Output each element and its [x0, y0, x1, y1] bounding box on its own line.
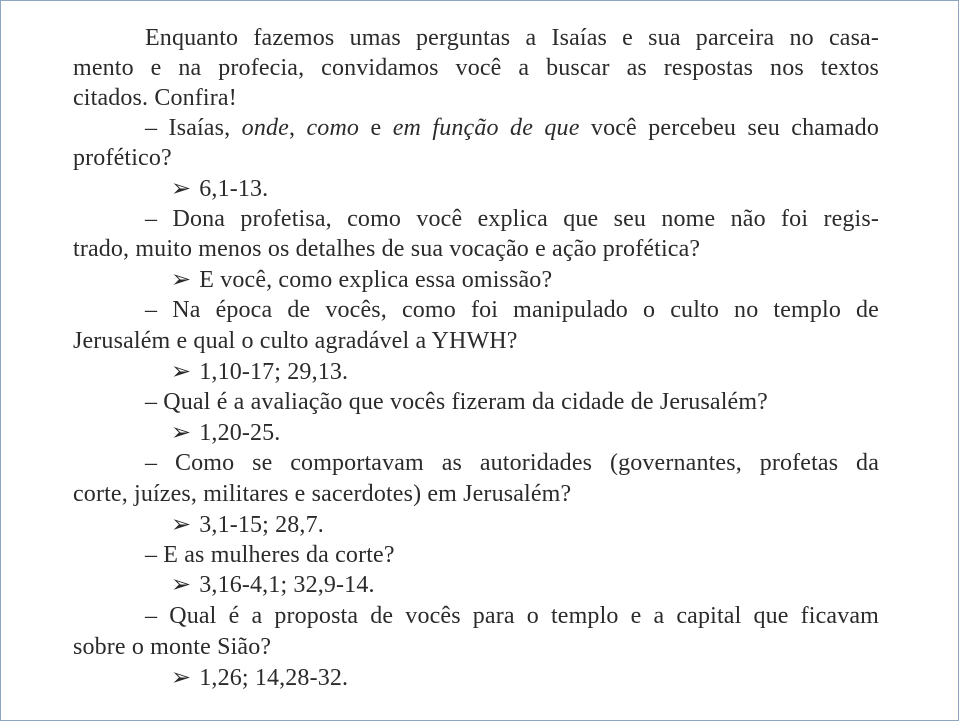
reference-6 [171, 570, 375, 600]
q1-text-mid1: , [288, 115, 307, 141]
reference-6-text: 3,16-4,1; 32,9-14. [199, 572, 375, 598]
arrow-bullet-icon: ➢ [171, 176, 192, 202]
reference-3 [171, 357, 348, 387]
reference-5 [171, 510, 324, 540]
reference-3-text: 1,10-17; 29,13. [199, 359, 349, 385]
reference-5-text: 3,1-15; 28,7. [199, 512, 324, 538]
q1-text-post: você percebeu seu chamado [579, 115, 879, 141]
arrow-bullet-icon: ➢ [171, 665, 192, 691]
reference-4 [171, 418, 280, 448]
reference-7-text: 1,26; 14,28-32. [199, 665, 349, 691]
reference-2 [171, 265, 552, 295]
q1-italic-como: como [306, 115, 360, 141]
question-3-line-1: – Na época de vocês, como foi manipulado o culto no templo de [145, 297, 879, 323]
arrow-bullet-icon: ➢ [171, 512, 192, 538]
question-2-line-1: – Dona profetisa, como você explica que seu nome não foi regis- [145, 206, 879, 232]
reference-2-text: E você, como explica essa omissão? [199, 267, 553, 293]
q1-text-pre: – Isaías, [145, 115, 242, 141]
arrow-bullet-icon: ➢ [171, 572, 192, 598]
q1-text-mid2: e [359, 115, 393, 141]
reference-4-text: 1,20-25. [199, 420, 281, 446]
q1-italic-onde: onde [241, 115, 289, 141]
reference-1-text: 6,1-13. [199, 176, 269, 202]
reference-7 [171, 663, 348, 693]
intro-line-3: citados. Confira! [73, 85, 237, 111]
reference-1 [171, 174, 268, 204]
q1-italic-em-funcao: em função de que [392, 115, 580, 141]
intro-line-1: Enquanto fazemos umas perguntas a Isaías e sua parceira no casa- [145, 25, 879, 51]
arrow-bullet-icon: ➢ [171, 359, 192, 385]
intro-line-2: mento e na profecia, convidamos você a buscar as respostas nos textos [73, 55, 879, 81]
question-5-line-2: corte, juízes, militares e sacerdotes) em Jerusalém? [73, 481, 572, 507]
question-1-line-2: profético? [73, 145, 172, 171]
arrow-bullet-icon: ➢ [171, 420, 192, 446]
question-7-line-1: – Qual é a proposta de vocês para o templo e a capital que ficavam [145, 603, 879, 629]
question-3-line-2: Jerusalém e qual o culto agradável a YHWH? [73, 328, 518, 354]
question-5-line-1: – Como se comportavam as autoridades (governantes, profetas da [145, 450, 879, 476]
question-2-line-2: trado, muito menos os detalhes de sua vocação e ação profética? [73, 236, 701, 262]
arrow-bullet-icon: ➢ [171, 267, 192, 293]
question-7-line-2: sobre o monte Sião? [73, 634, 272, 660]
question-1-line-1 [145, 113, 879, 143]
question-6: – E as mulheres da corte? [145, 542, 395, 568]
question-4: – Qual é a avaliação que vocês fizeram da cidade de Jerusalém? [145, 389, 768, 415]
